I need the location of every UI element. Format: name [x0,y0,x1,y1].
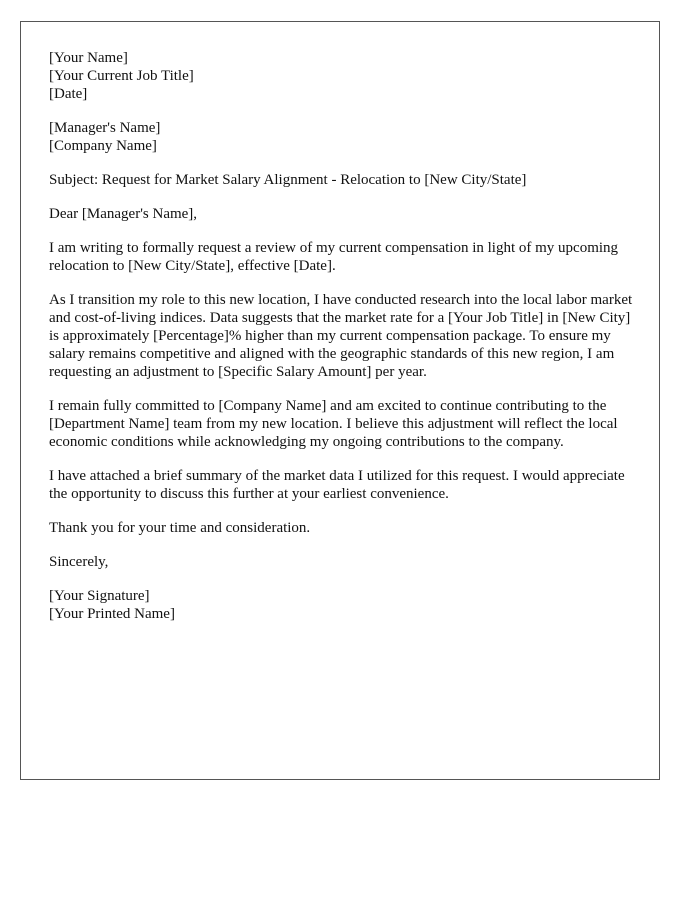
paragraph-intro: I am writing to formally request a review of my current compensation in light of my upcoming relocation to [New City/State], effective [Date]. [49,240,619,274]
sender-job-title: [Your Current Job Title] [49,68,194,84]
letter-body [49,49,639,639]
sender-name: [Your Name] [49,50,128,66]
sender-block [49,49,639,103]
paragraph-attachment: I have attached a brief summary of the market data I utilized for this request. I would appreciate the opportunity to discuss this further at your earliest convenience. [49,468,625,502]
letter-date: [Date] [49,86,88,102]
recipient-block [49,119,639,155]
recipient-company-name: [Company Name] [49,138,157,154]
letter-page [20,21,660,780]
closing: Sincerely, [49,554,109,570]
salutation: Dear [Manager's Name], [49,206,198,222]
printed-name: [Your Printed Name] [49,606,175,622]
signature-block [49,587,639,623]
signature-line: [Your Signature] [49,588,150,604]
paragraph-research: As I transition my role to this new location, I have conducted research into the local labor market and cost-of-living indices. Data suggests that the market rate for a [Your Job Title] in [New City] is approximately [Percentage]% higher than my current compensation package. To ensure my salary remains competitive and aligned with the geographic standards of this new region, I am requesting an adjustment to [Specific Salary Amount] per year. [49,292,633,380]
subject-line: Subject: Request for Market Salary Alignment - Relocation to [New City/State] [49,172,527,188]
paragraph-thanks: Thank you for your time and consideration. [49,520,311,536]
paragraph-commitment: I remain fully committed to [Company Name] and am excited to continue contributing to the [Department Name] team from my new location. I believe this adjustment will reflect the local economic conditions while acknowledging my ongoing contributions to the company. [49,398,618,450]
recipient-manager-name: [Manager's Name] [49,120,161,136]
